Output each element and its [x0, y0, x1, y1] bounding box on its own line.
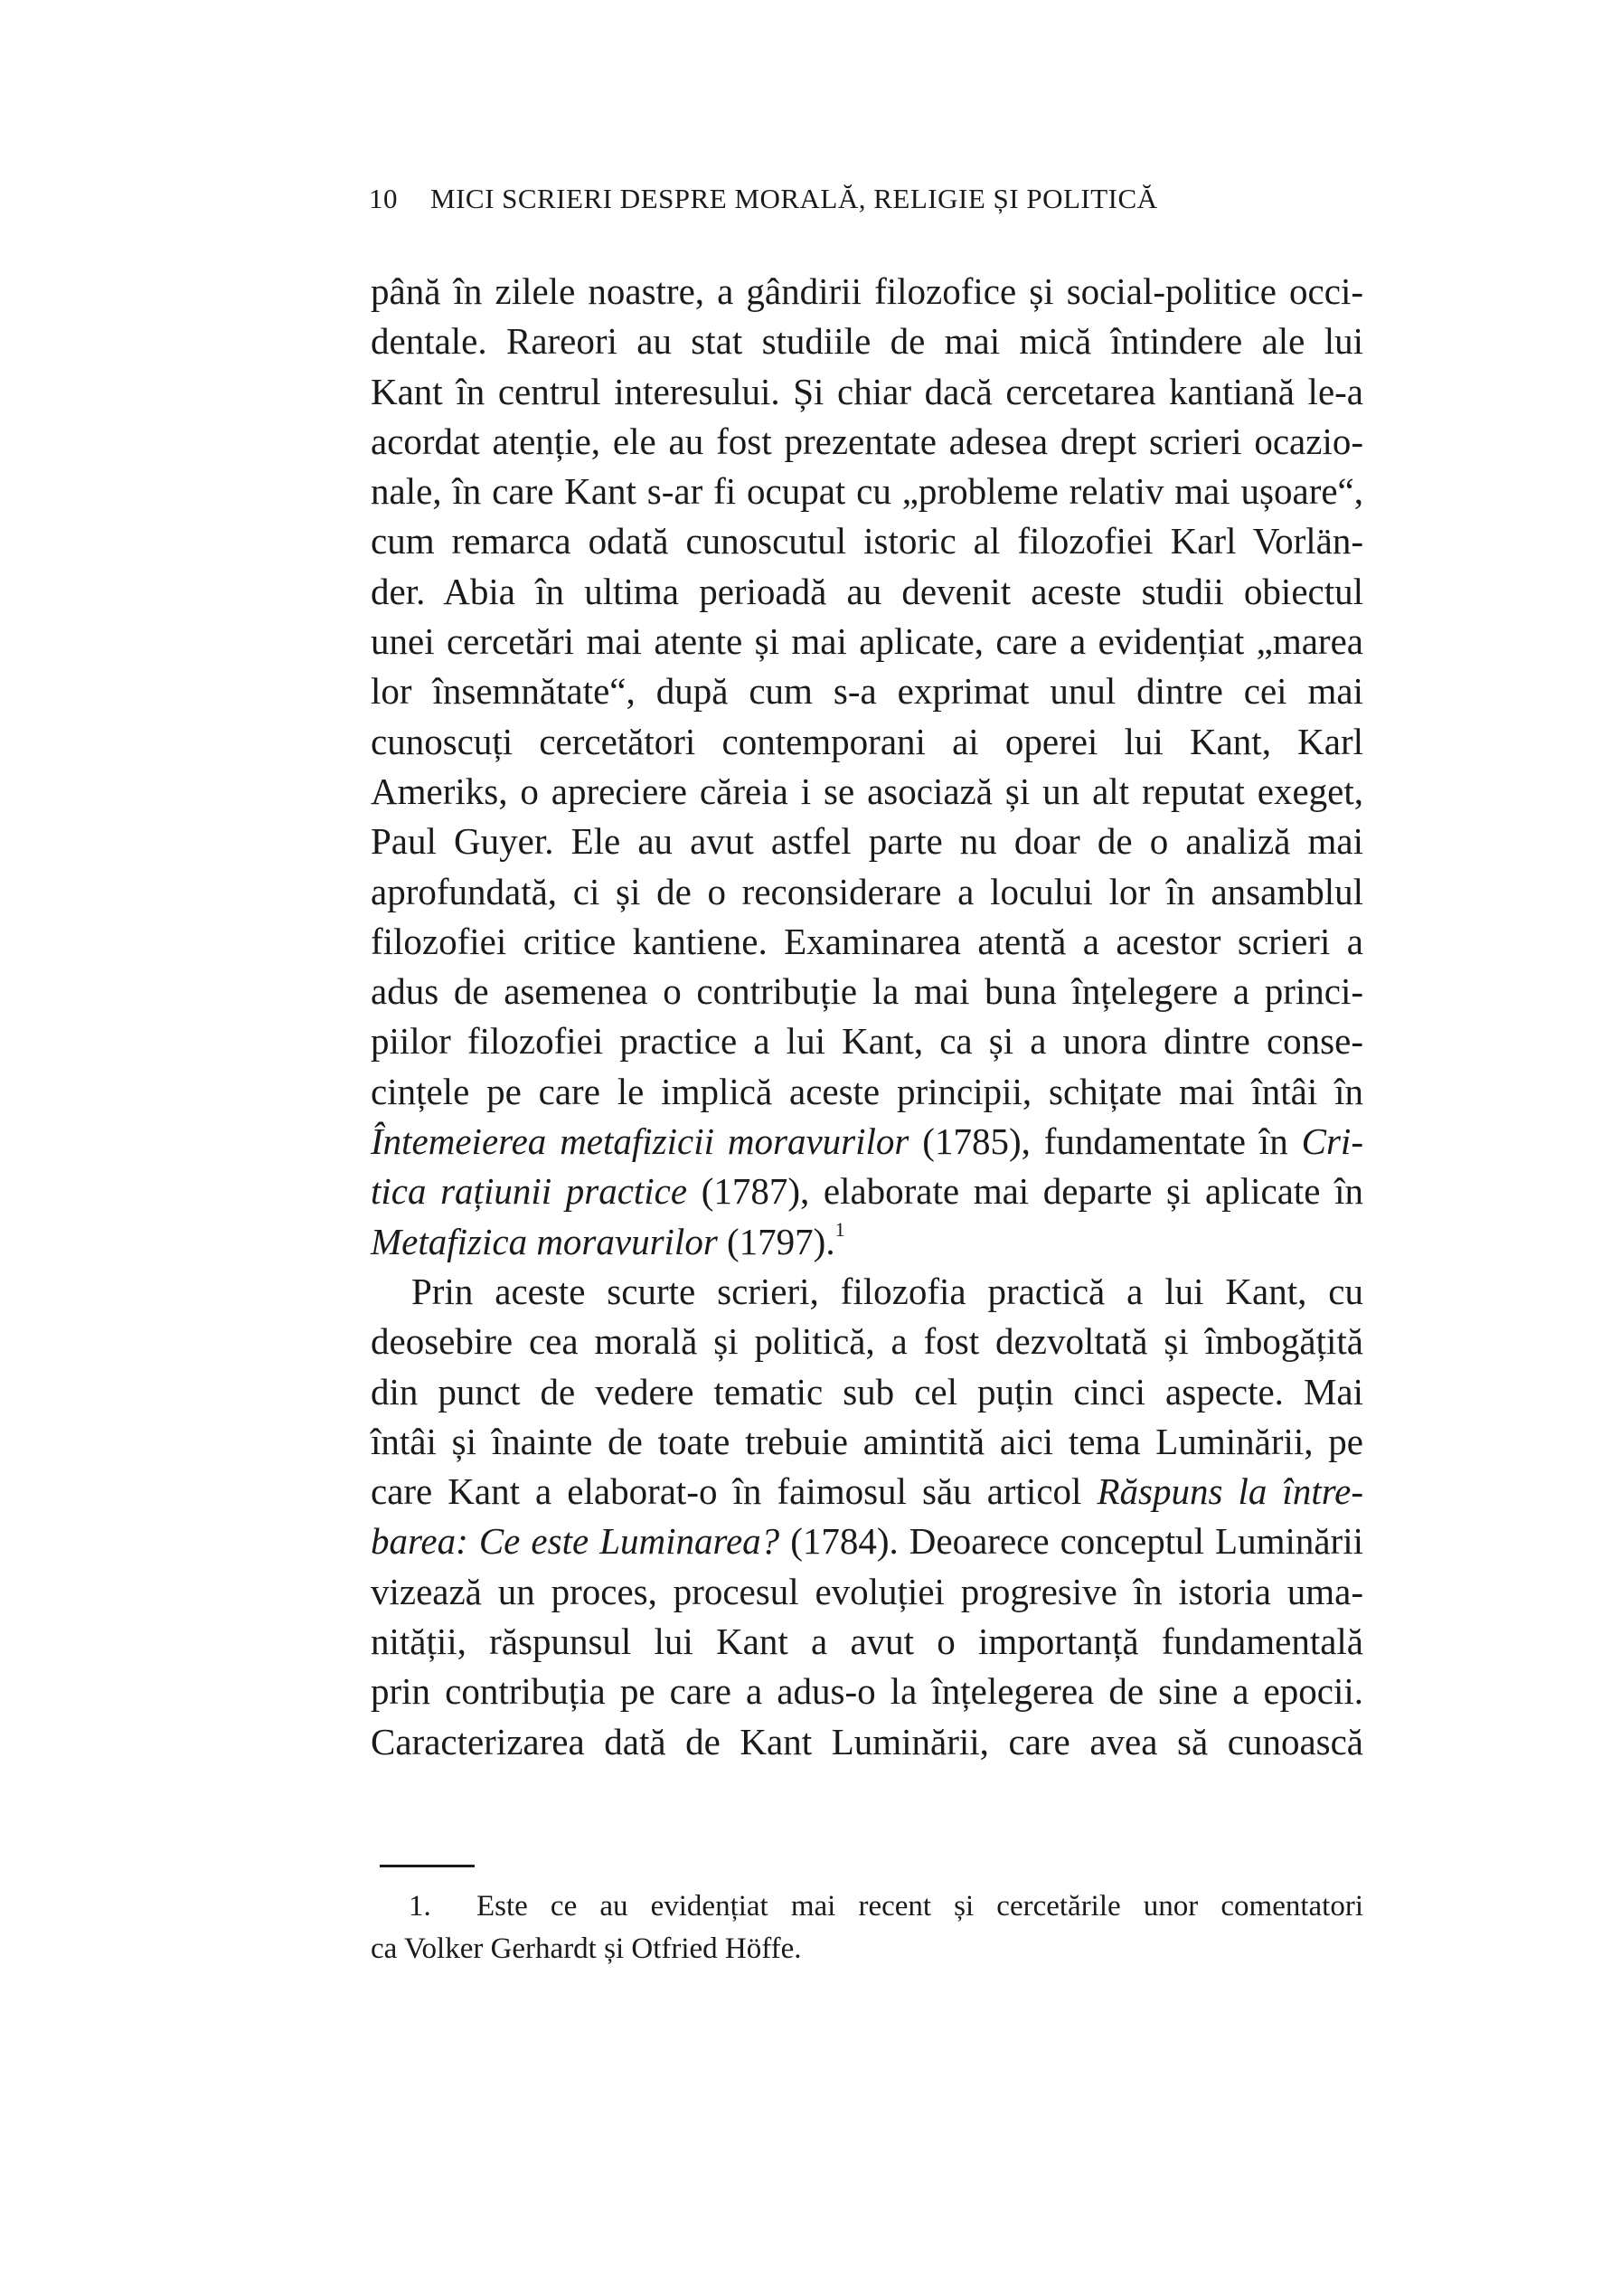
text-segment: prin contribuția pe care a adus-o la înțelegerea de sine a epocii.: [371, 1670, 1363, 1713]
text-line: [371, 1417, 1363, 1467]
text-line: [371, 1667, 1363, 1716]
text-segment: lor însemnătate“, după cum s-a exprimat unul dintre cei mai: [371, 670, 1363, 713]
page-number: 10: [369, 183, 398, 214]
footnote-line: [371, 1928, 1363, 1970]
italic-title: barea: Ce este Luminarea?: [371, 1520, 780, 1563]
text-line: [371, 1067, 1363, 1117]
footnote-text: Este ce au evidențiat mai recent și cercetările unor comentatori: [476, 1890, 1363, 1923]
italic-title: tica rațiunii practice: [371, 1170, 688, 1213]
text-line: [371, 1467, 1363, 1516]
text-segment: cunoscuți cercetători contemporani ai operei lui Kant, Karl: [371, 720, 1363, 762]
text-segment: (1787), elaborate mai departe și aplicate în: [687, 1170, 1363, 1213]
text-line: [371, 567, 1363, 617]
text-segment: Prin aceste scurte scrieri, filozofia practică a lui Kant, cu: [411, 1270, 1363, 1312]
italic-title: Metafizica moravurilor: [371, 1220, 718, 1262]
footnote-marker: 1.: [409, 1890, 431, 1923]
text-segment: din punct de vedere tematic sub cel puțin cinci aspecte. Mai: [371, 1370, 1363, 1413]
text-segment: (1797).: [717, 1220, 835, 1262]
footnote-separator: [380, 1865, 475, 1867]
text-line: [371, 467, 1363, 516]
italic-title: Întemeierea metafizicii moravurilor: [371, 1120, 909, 1163]
text-segment: până în zilele noastre, a gândirii filozofice și social-politice occi-: [371, 270, 1363, 312]
text-segment: nale, în care Kant s-ar fi ocupat cu „probleme relativ mai ușoare“,: [371, 470, 1363, 513]
text-segment: piilor filozofiei practice a lui Kant, ca și a unora dintre conse-: [371, 1020, 1363, 1063]
text-segment: (1785), fundamentate în: [909, 1120, 1302, 1163]
text-segment: filozofiei critice kantiene. Examinarea atentă a acestor scrieri a: [371, 920, 1363, 962]
running-header: [369, 183, 1158, 215]
text-line: [371, 1617, 1363, 1667]
text-segment: Paul Guyer. Ele au avut astfel parte nu doar de o analiză mai: [371, 820, 1363, 863]
footnote-text: ca Volker Gerhardt și Otfried Höffe.: [371, 1932, 802, 1965]
body-text: [371, 267, 1363, 1767]
text-line: [371, 1267, 1363, 1317]
text-segment: cum remarca odată cunoscutul istoric al filozofiei Karl Vorlän-: [371, 520, 1363, 562]
text-segment: care Kant a elaborat-o în faimosul său articol: [371, 1470, 1098, 1513]
footnote-reference[interactable]: 1: [834, 1217, 845, 1241]
footnote-line: [371, 1885, 1363, 1928]
text-line: [371, 717, 1363, 767]
text-line: [371, 917, 1363, 967]
text-segment: întâi și înainte de toate trebuie amintită aici tema Luminării, pe: [371, 1420, 1363, 1462]
text-line: [371, 1117, 1363, 1167]
text-segment: Ameriks, o apreciere căreia i se asociază și un alt reputat exeget,: [371, 770, 1363, 812]
text-line: [371, 867, 1363, 917]
text-segment: dentale. Rareori au stat studiile de mai mică întindere ale lui: [371, 320, 1363, 363]
text-line: [371, 1016, 1363, 1066]
text-line: [371, 417, 1363, 467]
text-line: [371, 1567, 1363, 1617]
text-line: [371, 817, 1363, 866]
text-line: [371, 1317, 1363, 1366]
text-line: [371, 1367, 1363, 1417]
running-title: MICI SCRIERI DESPRE MORALĂ, RELIGIE ȘI POLITICĂ: [430, 183, 1158, 214]
text-line: [371, 317, 1363, 366]
italic-title: Cri-: [1301, 1120, 1363, 1163]
text-line: [371, 1167, 1363, 1216]
text-segment: aprofundată, ci și de o reconsiderare a locului lor în ansamblul: [371, 870, 1363, 912]
footnote-1: [371, 1885, 1363, 1970]
text-line: [371, 1516, 1363, 1566]
italic-title: Răspuns la între-: [1097, 1470, 1363, 1513]
text-line: [371, 516, 1363, 566]
text-segment: vizează un proces, procesul evoluției progresive în istoria uma-: [371, 1570, 1363, 1612]
text-segment: der. Abia în ultima perioadă au devenit aceste studii obiectul: [371, 570, 1363, 612]
text-segment: unei cercetări mai atente și mai aplicate, care a evidențiat „marea: [371, 620, 1363, 663]
text-line: [371, 666, 1363, 716]
text-segment: deosebire cea morală și politică, a fost dezvoltată și îmbogățită: [371, 1320, 1363, 1363]
text-line: [371, 617, 1363, 666]
text-segment: nității, răspunsul lui Kant a avut o importanță fundamentală: [371, 1620, 1363, 1663]
text-segment: adus de asemenea o contribuție la mai buna înțelegere a princi-: [371, 970, 1363, 1013]
text-segment: (1784). Deoarece conceptul Luminării: [779, 1520, 1363, 1563]
text-segment: acordat atenție, ele au fost prezentate adesea drept scrieri ocazio-: [371, 420, 1363, 462]
text-line: [371, 1217, 1363, 1267]
text-segment: cințele pe care le implică aceste principii, schițate mai întâi în: [371, 1070, 1363, 1112]
text-segment: Caracterizarea dată de Kant Luminării, care avea să cunoască: [371, 1720, 1363, 1762]
text-line: [371, 267, 1363, 317]
text-line: [371, 967, 1363, 1016]
text-line: [371, 367, 1363, 417]
text-line: [371, 767, 1363, 817]
text-line: [371, 1717, 1363, 1767]
text-segment: Kant în centrul interesului. Și chiar dacă cercetarea kantiană le-a: [371, 370, 1363, 412]
